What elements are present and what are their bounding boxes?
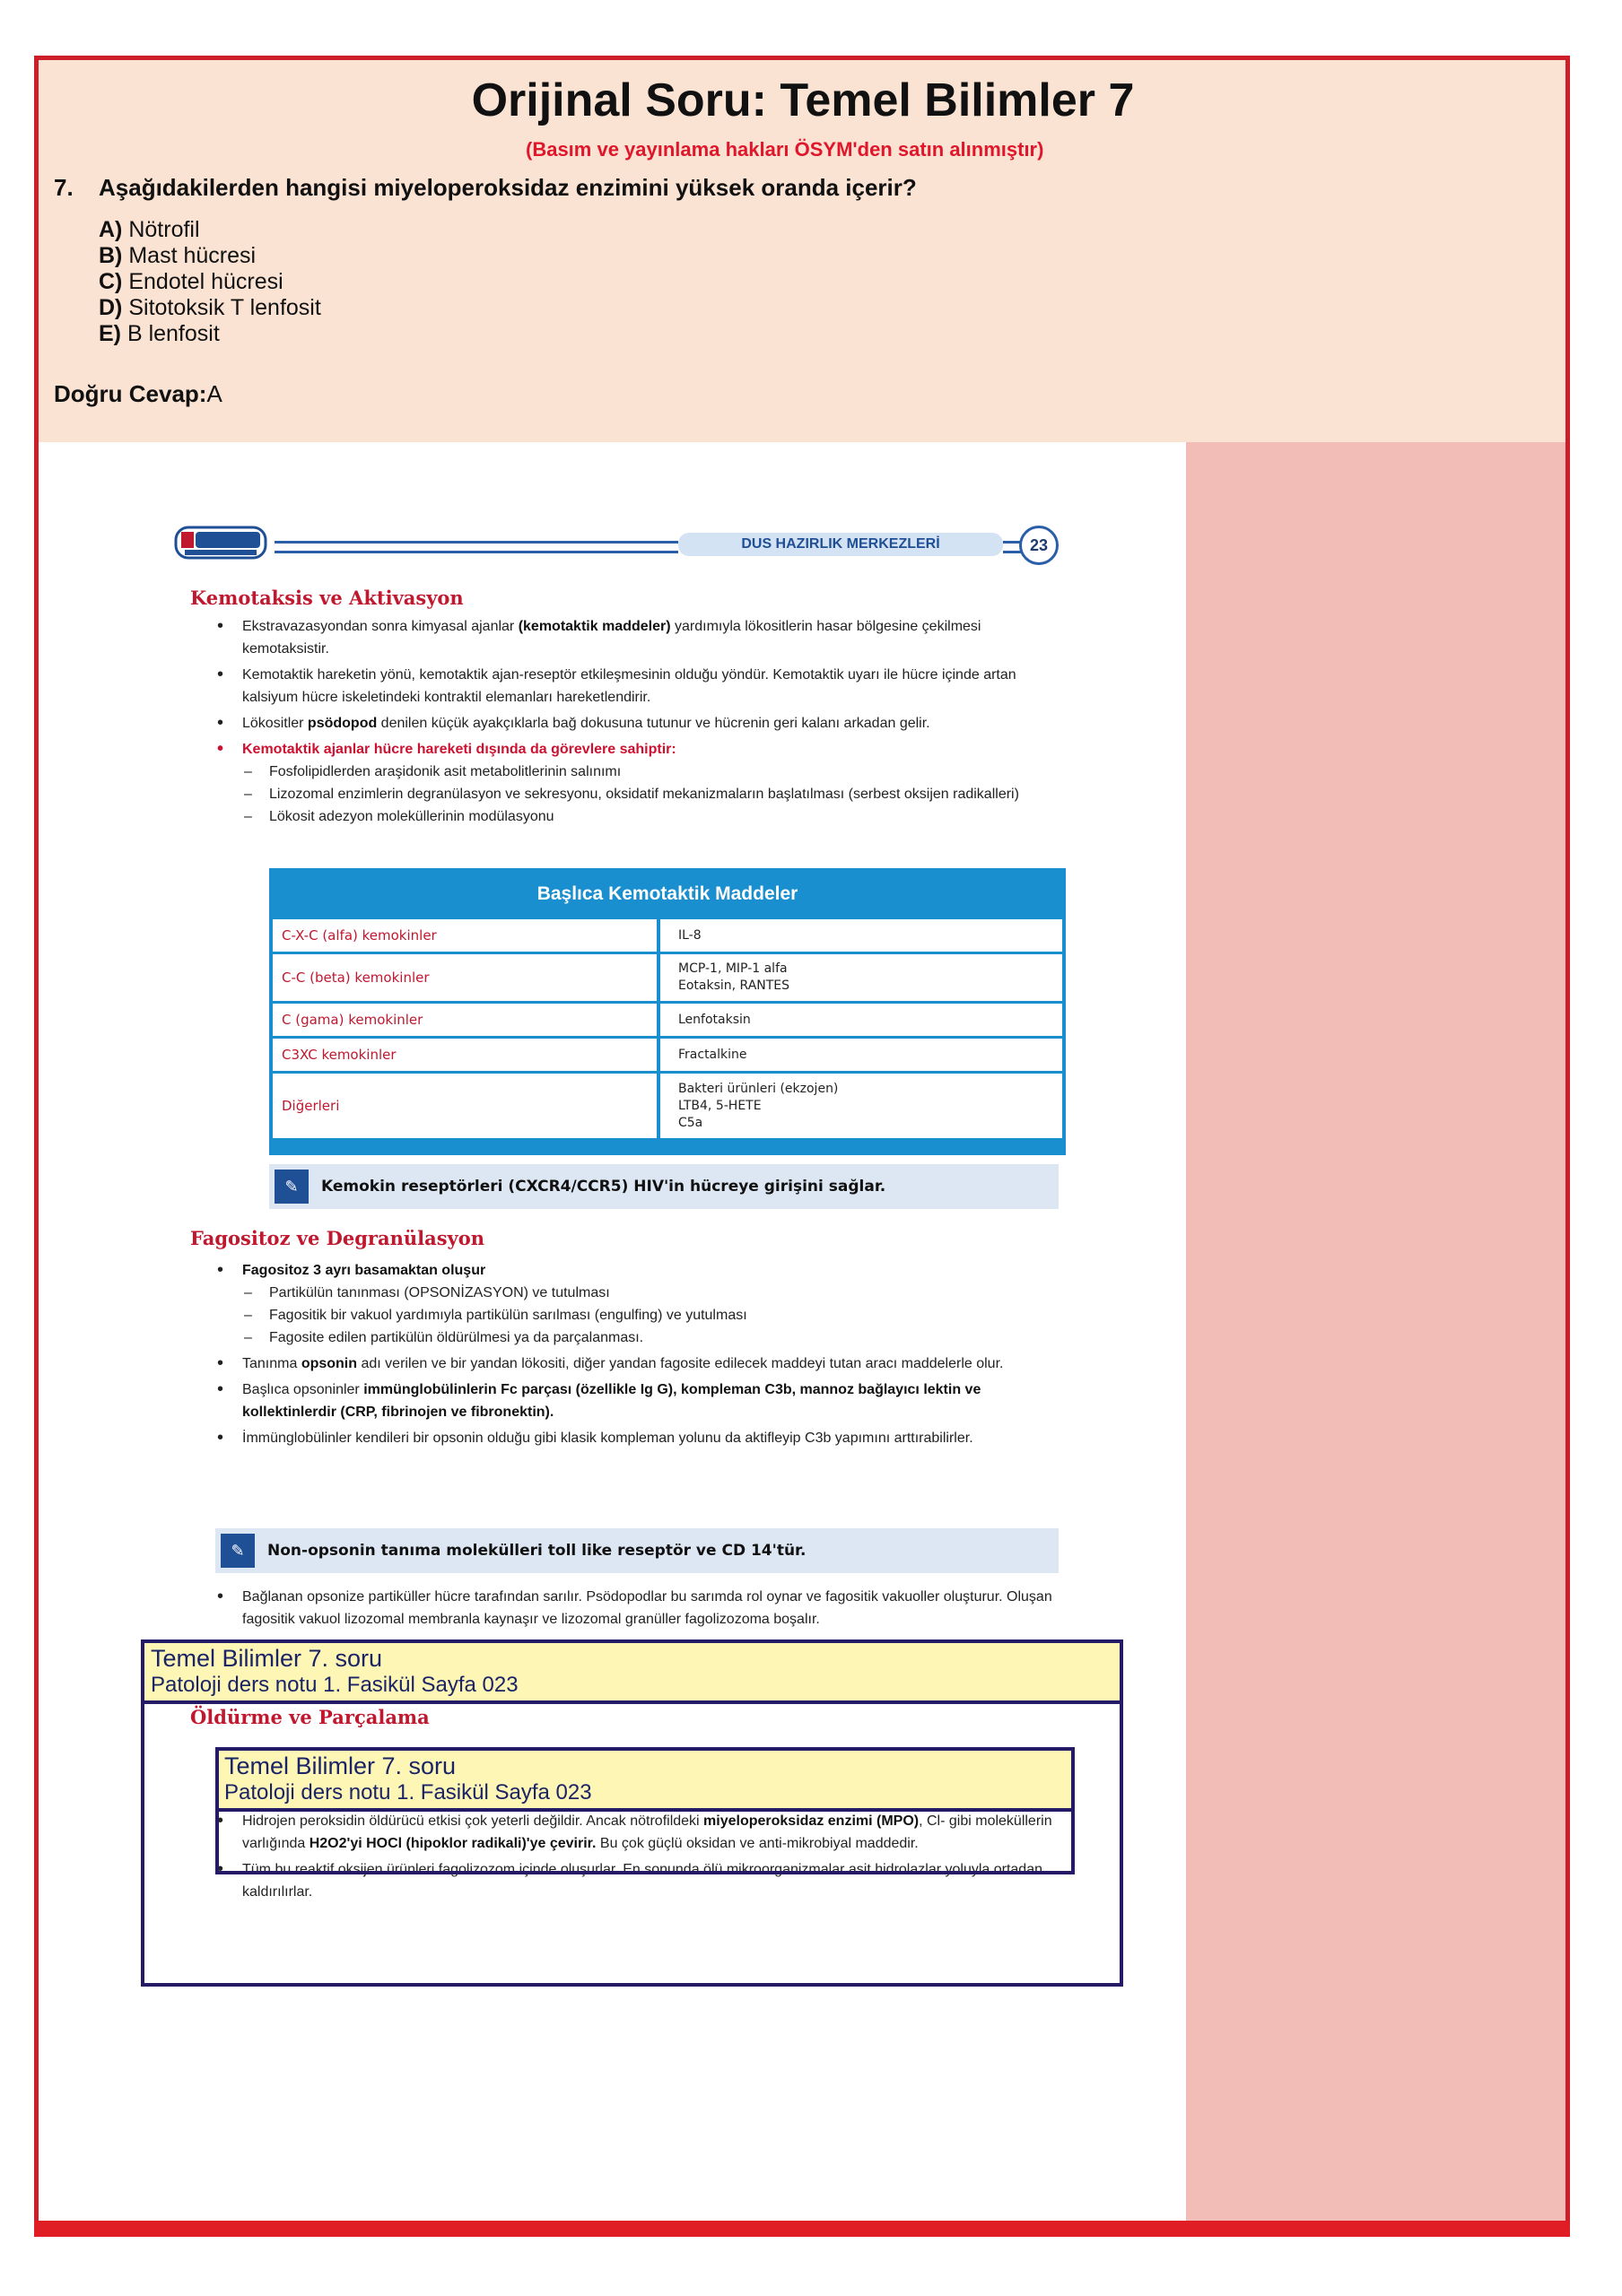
- correct-answer: Doğru Cevap:A: [54, 380, 222, 407]
- list-item: • Hidrojen peroksidin öldürücü etkisi çok yeterli değildir. Ancak nötrofildeki miyeloperoksidaz enzimi (MPO), Cl- gibi moleküllerin varlığında H2O2'yi HOCl (hipoklor radikali)'ye çevirir. Bu çok güçlü oksidan ve anti-mikrobiyal maddedir.: [215, 1810, 1059, 1855]
- list-item: • Ekstravazasyondan sonra kimyasal ajanlar (kemotaktik maddeler) yardımıyla lökositlerin hasar bölgesine çekilmesi kemotaksistir.: [215, 615, 1059, 660]
- list-item: • Kemotaktik hareketin yönü, kemotaktik ajan-reseptör etkileşmesinin olduğu yöndür. Kemotaktik uyarı ile hücre içinde artan kalsiyum hücre iskeletindeki kontraktil elemanları hareketlendirir.: [215, 664, 1059, 709]
- chemotactic-table: [269, 868, 1066, 1155]
- note-text: Non-opsonin tanıma molekülleri toll like reseptör ve CD 14'tür.: [267, 1542, 807, 1560]
- table-cell-name: C (gama) kemokinler: [282, 1012, 423, 1028]
- sub-item: – Fagosite edilen partikülün öldürülmesi ya da parçalanması.: [242, 1326, 1059, 1349]
- reference-subtitle: Patoloji ders notu 1. Fasikül Sayfa 023: [151, 1673, 519, 1697]
- answer-options: [99, 217, 321, 347]
- sub-item: – Fosfolipidlerden araşidonik asit metabolitlerinin salınımı: [242, 761, 1059, 783]
- table-row: [273, 1071, 1062, 1138]
- table-row: [273, 917, 1062, 952]
- bottom-bar: [34, 2221, 1570, 2237]
- table-row: [273, 1036, 1062, 1071]
- question-number: 7.: [54, 174, 74, 201]
- table-cell-values: IL-8: [657, 919, 1062, 952]
- question-text: Aşağıdakilerden hangisi miyeloperoksidaz enzimini yüksek oranda içerir?: [99, 174, 917, 201]
- dus-data-logo: [172, 522, 275, 565]
- list-item: • Lökositler psödopod denilen küçük ayakçıklarla bağ dokusuna tutunur ve hücrenin geri kalanı arkadan gelir.: [215, 712, 1059, 735]
- pencil-note-icon: ✎: [221, 1534, 255, 1568]
- table-footer-bar: [273, 1138, 1062, 1152]
- list-item: • Bağlanan opsonize partiküller hücre tarafından sarılır. Psödopodlar bu sarımda rol oynar ve fagositik vakuoller oluşturur. Oluşan fagositik vakuol lizozomal membranla kaynaşır ve lizozomal granüller fagolizozoma boşalır.: [215, 1586, 1059, 1631]
- option-b: B) Mast hücresi: [99, 243, 257, 268]
- header-rule-right: [1003, 541, 1021, 553]
- header-center-label: DUS HAZIRLIK MERKEZLERİ: [678, 533, 1003, 556]
- list-item: • Tüm bu reaktif oksijen ürünleri fagolizozom içinde oluşurlar. En sonunda ölü mikroorganizmalar asit hidrolazlar yoluyla ortadan kaldırılırlar.: [215, 1858, 1059, 1903]
- option-e: E) B lenfosit: [99, 321, 220, 346]
- pencil-note-icon: ✎: [275, 1170, 309, 1204]
- table-row: [273, 1001, 1062, 1036]
- option-a: A) Nötrofil: [99, 217, 200, 242]
- reference-subtitle: Patoloji ders notu 1. Fasikül Sayfa 023: [224, 1780, 592, 1805]
- list-item: • Başlıca opsoninler immünglobülinlerin Fc parçası (özellikle Ig G), kompleman C3b, mannoz bağlayıcı lektin ve kollektinlerdir (CRP, fibrinojen ve fibronektin).: [215, 1378, 1059, 1423]
- section-title-oldurme: Öldürme ve Parçalama: [190, 1706, 430, 1728]
- table-title: Başlıca Kemotaktik Maddeler: [273, 872, 1062, 917]
- note-box: [215, 1528, 1059, 1573]
- list-item: • İmmünglobülinler kendileri bir opsonin olduğu gibi klasik kompleman yolunu da aktifleyip C3b yapımını arttırabilirler.: [215, 1427, 1059, 1449]
- page-title: Orijinal Soru: Temel Bilimler 7: [471, 74, 1135, 126]
- table-cell-values: Bakteri ürünleri (ekzojen) LTB4, 5-HETE C5a: [657, 1074, 1062, 1138]
- option-d: D) Sitotoksik T lenfosit: [99, 295, 321, 320]
- kemotaksis-list: [215, 615, 1059, 831]
- note-box: [269, 1164, 1059, 1209]
- table-cell-values: Lenfotaksin: [657, 1004, 1062, 1036]
- fagositoz-list-end: [215, 1586, 1059, 1634]
- fagositoz-list: [215, 1259, 1059, 1453]
- header-rule-left: [275, 541, 678, 553]
- page-number: 23: [1019, 526, 1059, 565]
- rights-notice: (Basım ve yayınlama hakları ÖSYM'den satın alınmıştır): [526, 138, 1044, 161]
- table-row: [273, 952, 1062, 1001]
- sub-item: – Fagositik bir vakuol yardımıyla partikülün sarılması (engulfing) ve yutulması: [242, 1304, 1059, 1326]
- reference-title: Temel Bilimler 7. soru: [224, 1752, 457, 1779]
- table-cell-name: C3XC kemokinler: [282, 1047, 397, 1063]
- list-item: • Tanınma opsonin adı verilen ve bir yandan lökositi, diğer yandan fagosite edilecek maddeyi tutan aracı maddelerle olur.: [215, 1352, 1059, 1375]
- table-cell-values: Fractalkine: [657, 1039, 1062, 1071]
- table-cell-name: C-C (beta) kemokinler: [282, 970, 430, 986]
- reference-title: Temel Bilimler 7. soru: [151, 1645, 383, 1672]
- sub-item: – Lökosit adezyon moleküllerinin modülasyonu: [242, 805, 1059, 828]
- list-item-highlight: • Kemotaktik ajanlar hücre hareketi dışında da görevlere sahiptir: – Fosfolipidlerden araşidonik asit metabolitlerinin salınımı – Lizozomal enzimlerin degranülasyon ve sekresyonu, oksidatif mekanizmaların başlatılması (serbest oksijen radikalleri) – Lökosit adezyon moleküllerinin modülasyonu: [215, 738, 1059, 828]
- sub-item: – Partikülün tanınması (OPSONİZASYON) ve tutulması: [242, 1282, 1059, 1304]
- list-item: • Fagositoz 3 ayrı basamaktan oluşur – Partikülün tanınması (OPSONİZASYON) ve tutulması – Fagositik bir vakuol yardımıyla partikülün sarılması (engulfing) ve yutulması – Fagosite edilen partikülün öldürülmesi ya da parçalanması.: [215, 1259, 1059, 1349]
- table-cell-name: C-X-C (alfa) kemokinler: [282, 927, 437, 944]
- section-title-fagositoz: Fagositoz ve Degranülasyon: [190, 1227, 485, 1249]
- section-title-kemotaksis: Kemotaksis ve Aktivasyon: [190, 587, 464, 609]
- table-cell-name: Diğerleri: [282, 1098, 340, 1114]
- table-cell-values: MCP-1, MIP-1 alfa Eotaksin, RANTES: [657, 954, 1062, 1001]
- note-text: Kemokin reseptörleri (CXCR4/CCR5) HIV'in hücreye girişini sağlar.: [321, 1178, 886, 1196]
- sub-item: – Lizozomal enzimlerin degranülasyon ve sekresyonu, oksidatif mekanizmaların başlatılması (serbest oksijen radikalleri): [242, 783, 1059, 805]
- option-c: C) Endotel hücresi: [99, 269, 283, 294]
